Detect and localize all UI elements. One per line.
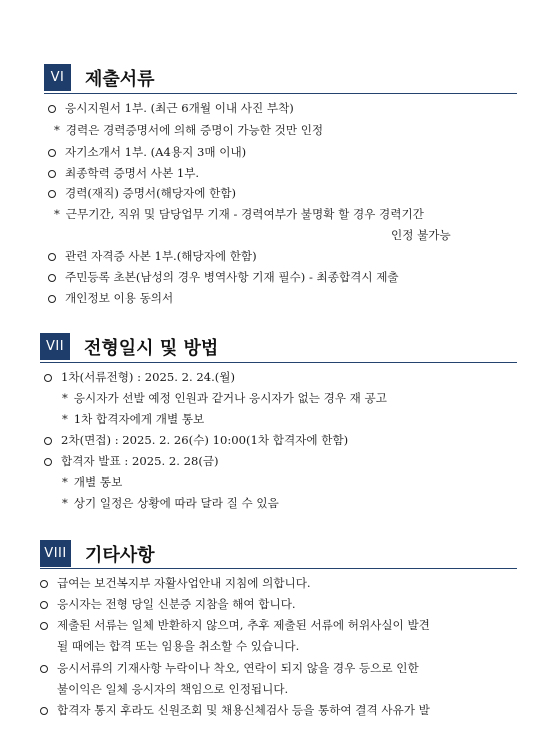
section-divider: [44, 93, 517, 94]
section-header-viii: [40, 540, 155, 567]
list-item: 자기소개서 1부. (A4용지 3매 이내): [48, 145, 246, 160]
list-item: 2차(면접) : 2025. 2. 26(수) 10:00(1차 합격자에 한함): [44, 433, 348, 448]
circle-bullet-icon: [40, 601, 48, 609]
asterisk-icon: *: [62, 475, 68, 489]
continuation-line: 인정 불가능: [391, 228, 451, 242]
list-item: 최종학력 증명서 사본 1부.: [48, 166, 199, 181]
circle-bullet-icon: [44, 458, 52, 466]
section-number-badge: VI: [44, 64, 71, 91]
section-title: 전형일시 및 방법: [84, 337, 219, 359]
asterisk-icon: *: [62, 412, 68, 426]
section-title: 제출서류: [85, 68, 155, 90]
list-item: 응시지원서 1부. (최근 6개월 이내 사진 부착): [48, 101, 294, 116]
circle-bullet-icon: [40, 665, 48, 673]
section-number-badge: VII: [40, 333, 70, 360]
section-header-vii: [40, 333, 218, 360]
list-item: 제출된 서류는 일체 반환하지 않으며, 추후 제출된 서류에 허위사실이 발견: [40, 618, 430, 633]
note-item: * 1차 합격자에게 개별 통보: [62, 412, 205, 426]
list-item: 급여는 보건복지부 자활사업안내 지침에 의합니다.: [40, 576, 311, 591]
section-number-badge: VIII: [40, 540, 71, 567]
section-divider: [40, 362, 517, 363]
section-divider: [40, 568, 517, 569]
circle-bullet-icon: [48, 253, 56, 261]
note-item: * 응시자가 선발 예정 인원과 같거나 응시자가 없는 경우 재 공고: [62, 391, 387, 405]
list-item: 1차(서류전형) : 2025. 2. 24.(월): [44, 370, 235, 385]
note-item: * 상기 일정은 상황에 따라 달라 질 수 있음: [62, 496, 279, 510]
circle-bullet-icon: [48, 149, 56, 157]
note-item: * 개별 통보: [62, 475, 123, 489]
asterisk-icon: *: [62, 391, 68, 405]
section-title: 기타사항: [85, 544, 155, 566]
circle-bullet-icon: [44, 374, 52, 382]
asterisk-icon: *: [54, 123, 60, 137]
circle-bullet-icon: [48, 190, 56, 198]
note-item: * 근무기간, 직위 및 담당업무 기재 - 경력여부가 불명확 할 경우 경력기간: [54, 207, 424, 221]
list-item: 합격자 통지 후라도 신원조회 및 채용신체검사 등을 통하여 결격 사유가 발: [40, 703, 430, 718]
circle-bullet-icon: [48, 170, 56, 178]
list-item: 관련 자격증 사본 1부.(해당자에 한함): [48, 249, 257, 264]
list-item: 경력(재직) 증명서(해당자에 한함): [48, 186, 236, 201]
asterisk-icon: *: [62, 496, 68, 510]
circle-bullet-icon: [40, 707, 48, 715]
circle-bullet-icon: [44, 437, 52, 445]
continuation-line: 불이익은 일체 응시자의 책임으로 인정됩니다.: [57, 682, 289, 696]
list-item: 합격자 발표 : 2025. 2. 28(금): [44, 454, 219, 469]
circle-bullet-icon: [48, 105, 56, 113]
circle-bullet-icon: [40, 580, 48, 588]
list-item: 응시자는 전형 당일 신분증 지참을 해여 합니다.: [40, 597, 296, 612]
note-item: * 경력은 경력증명서에 의해 증명이 가능한 것만 인정: [54, 123, 324, 137]
circle-bullet-icon: [48, 295, 56, 303]
list-item: 응시서류의 기재사항 누락이나 착오, 연락이 되지 않을 경우 등으로 인한: [40, 661, 419, 676]
continuation-line: 될 때에는 합격 또는 임용을 취소할 수 있습니다.: [57, 639, 300, 653]
list-item: 주민등록 초본(남성의 경우 병역사항 기재 필수) - 최종합격시 제출: [48, 270, 399, 285]
circle-bullet-icon: [40, 622, 48, 630]
circle-bullet-icon: [48, 274, 56, 282]
section-header-vi: [44, 64, 155, 91]
asterisk-icon: *: [54, 207, 60, 221]
list-item: 개인정보 이용 동의서: [48, 291, 173, 306]
